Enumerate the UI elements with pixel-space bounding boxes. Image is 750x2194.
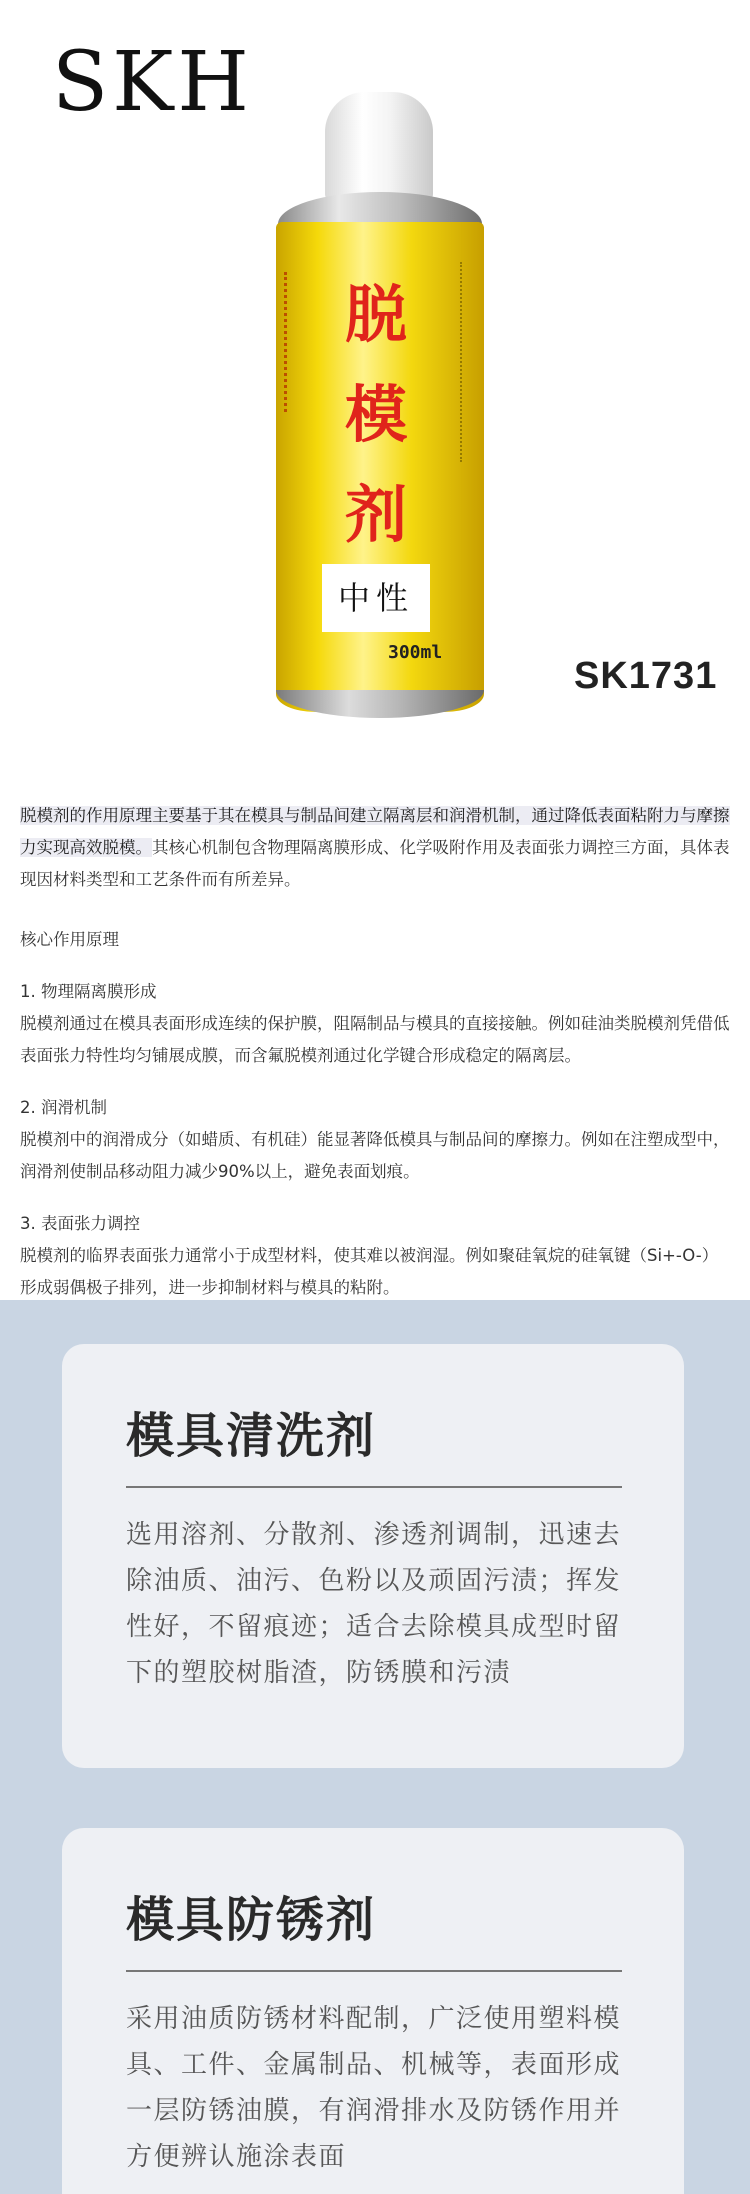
can-bottom-rim <box>276 690 484 718</box>
feature-card-cleaner <box>62 1344 684 1768</box>
can-volume: 300ml <box>388 642 443 663</box>
card-title: 模具防锈剂 <box>126 1892 377 1948</box>
product-hero <box>0 0 750 770</box>
card-description: 选用溶剂、分散剂、渗透剂调制，迅速去除油质、油污、色粉以及顽固污渍；挥发性好，不留痕迹；适合去除模具成型时留下的塑胶树脂渣，防锈膜和污渍 <box>126 1520 622 1688</box>
card-divider <box>126 1970 622 1972</box>
item-body: 脱模剂的临界表面张力通常小于成型材料，使其难以被润湿。例如聚硅氧烷的硅氧键（Si+-O-）形成弱偶极子排列，进一步抑制材料与模具的粘附。 <box>20 1246 719 1297</box>
card-title: 模具清洗剂 <box>126 1408 377 1464</box>
can-cap <box>325 92 433 202</box>
lead-paragraph <box>20 800 730 896</box>
section-title: 核心作用原理 <box>20 930 119 949</box>
lead-highlight: 脱模剂的作用原理主要基于其在模具与制品间建立隔离层和润滑机制，通过降低表面粘附力与摩擦力实现高效脱模。 <box>20 806 730 857</box>
principle-article <box>0 800 750 1304</box>
model-number: SK1731 <box>574 655 718 697</box>
item-title: 3. 表面张力调控 <box>20 1214 140 1233</box>
feature-cards-section <box>0 1300 750 2194</box>
lead-rest: 其核心机制包含物理隔离膜形成、化学吸附作用及表面张力调控三方面，具体表现因材料类型和工艺条件而有所差异。 <box>20 838 730 889</box>
spray-can-image <box>270 92 490 732</box>
can-title-char: 模 <box>344 378 407 451</box>
can-type-label: 中性 <box>322 564 430 632</box>
feature-card-antirust <box>62 1828 684 2194</box>
brand-logo: SKH <box>52 35 253 130</box>
can-title-char: 脱 <box>344 278 407 351</box>
card-description: 采用油质防锈材料配制，广泛使用塑料模具、工件、金属制品、机械等，表面形成一层防锈油膜，有润滑排水及防锈作用并方便辨认施涂表面 <box>126 2004 622 2172</box>
can-side-print <box>460 262 470 462</box>
item-body: 脱模剂通过在模具表面形成连续的保护膜，阻隔制品与模具的直接接触。例如硅油类脱模剂凭借低表面张力特性均匀铺展成膜，而含氟脱模剂通过化学键合形成稳定的隔离层。 <box>20 1014 730 1065</box>
can-title-char: 剂 <box>344 478 407 551</box>
card-divider <box>126 1486 622 1488</box>
item-body: 脱模剂中的润滑成分（如蜡质、有机硅）能显著降低模具与制品间的摩擦力。例如在注塑成型中，润滑剂使制品移动阻力减少90%以上，避免表面划痕。 <box>20 1130 730 1181</box>
can-side-print-red <box>284 272 292 412</box>
item-title: 2. 润滑机制 <box>20 1098 107 1117</box>
item-title: 1. 物理隔离膜形成 <box>20 982 157 1001</box>
